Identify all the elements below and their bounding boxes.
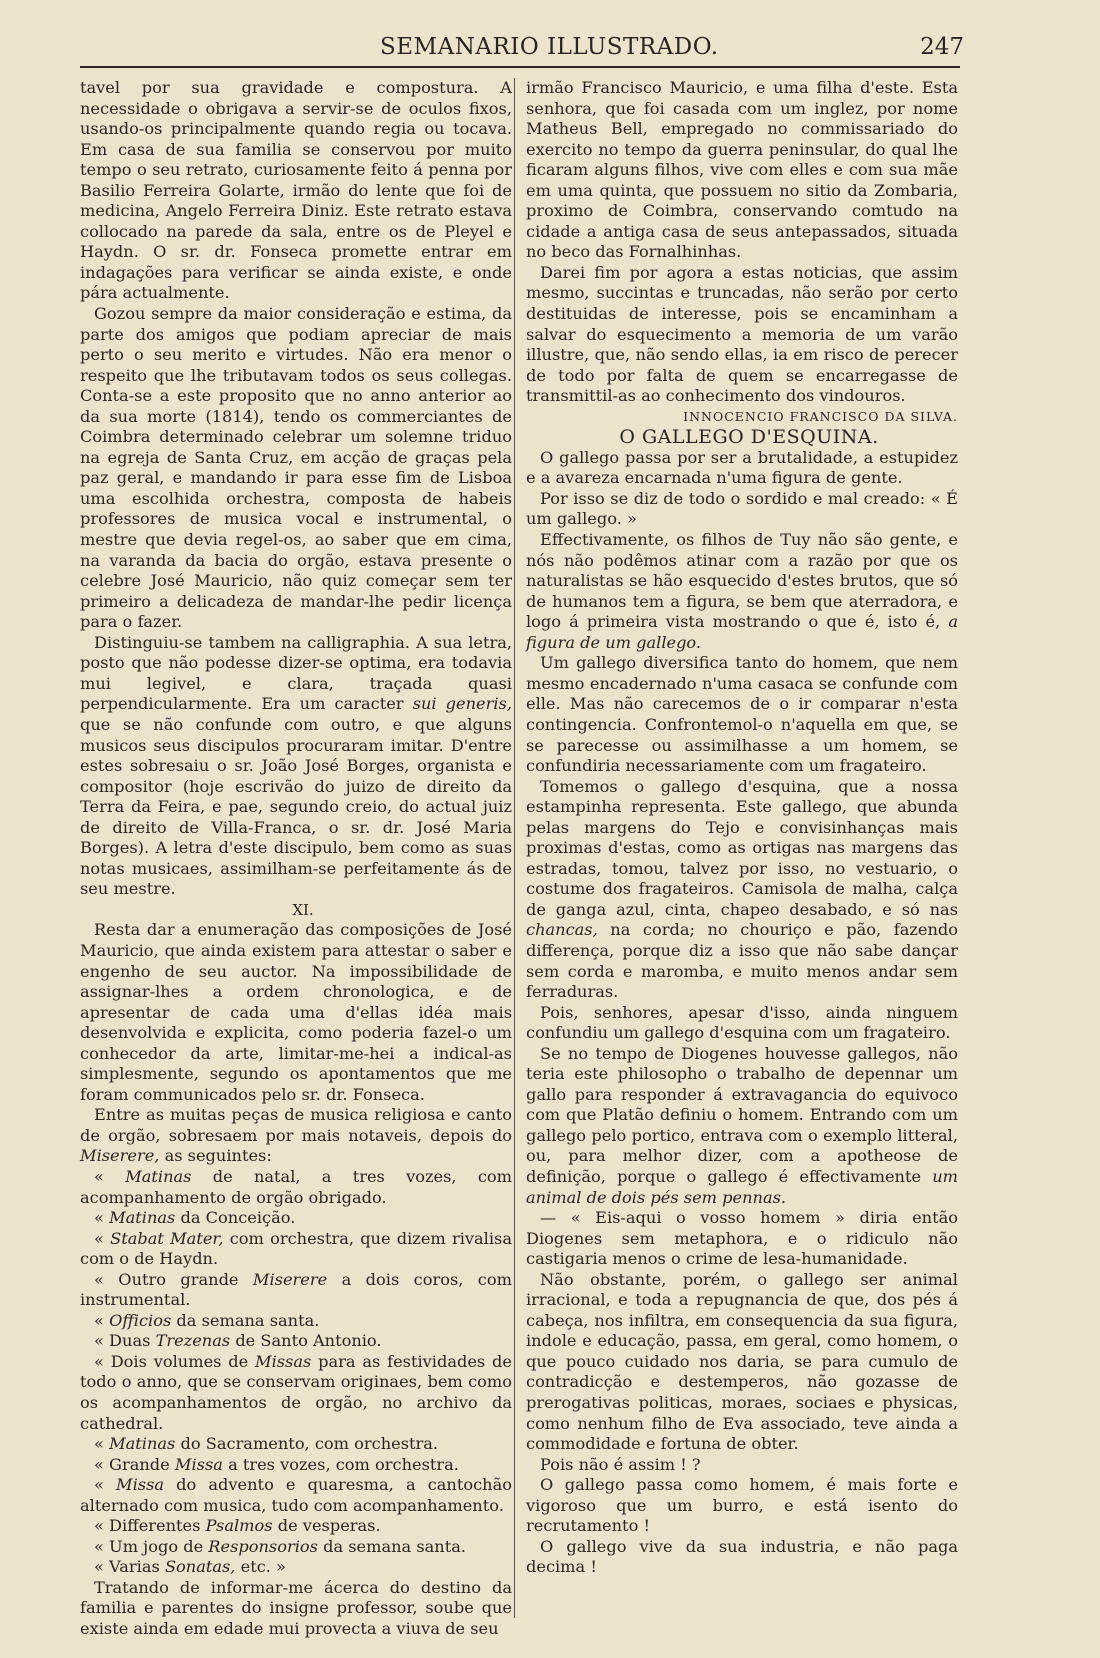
italic-text: Missa	[116, 1475, 165, 1495]
italic-text: Sonatas,	[164, 1557, 236, 1577]
text-run: da semana santa.	[171, 1310, 320, 1330]
italic-text: Trezenas	[155, 1331, 231, 1351]
italic-text: Missas	[255, 1351, 312, 1371]
paragraph: Não obstante, porém, o gallego ser animal irracional, e toda a repugnancia de que, dos pés á cabeça, nos infiltra, em consequencia da sua figura, indole e educação, passa, em geral, como homem, o que pouco cuidado nos daria, se para cumulo de contradicção e destemperos, não gozasse de prerogativas politicas, moraes, sociaes e physicas, como nenhum filho de Eva associado, teve ainda a commodidade e fortuna de obter.	[526, 1269, 958, 1454]
right-column	[526, 78, 958, 1578]
paragraph: Um gallego diversifica tanto do homem, que nem mesmo encadernado n'uma casaca se confunde com elle. Mas não carecemos de o ir comparar n'esta contingencia. Confrontemol-o n'aquella em que, se se parecesse ou assimilhasse a um homem, se confundiria necessariamente com um fragateiro.	[526, 653, 958, 776]
list-item	[80, 1557, 512, 1578]
paragraph: Gozou sempre da maior consideração e estima, da parte dos amigos que podiam apreciar de mais perto o seu merito e virtudes. Não era menor o respeito que lhe tributavam todos os seus collegas. Conta-se a este proposito que no anno anterior ao da sua morte (1814), tendo os commerciantes de Coimbra determinado celebrar um solemne triduo na egreja de Santa Cruz, em acção de graças pela paz geral, e mandando ir para esse fim de Lisboa uma escolhida orchestra, composta de habeis professores de musica vocal e instrumental, o mestre que devia regel-os, ao saber que em cima, na varanda da bacia do orgão, estava presente o celebre José Mauricio, não quiz começar sem ter primeiro a delicadeza de mandar-lhe pedir licença para o fazer.	[80, 304, 512, 632]
italic-text: Missa	[174, 1454, 223, 1474]
text-run: «	[94, 1475, 117, 1495]
text-run: de vesperas.	[272, 1516, 381, 1536]
paragraph: Darei fim por agora a estas noticias, que assim mesmo, succintas e truncadas, não serão por certo destituidas de interesse, pois se encaminham a salvar do esquecimento a memoria de um varão illustre, que, não sendo ellas, ia em risco de perecer de todo por falta de quem se encarregasse de transmittil-as ao conhecimento dos vindouros.	[526, 262, 958, 406]
text-run: com orchestra, que dizem rivalisa com o de Haydn.	[80, 1228, 512, 1269]
text-run: « Um jogo de	[94, 1536, 209, 1556]
text-run: « Outro grande	[94, 1269, 253, 1289]
paragraph: Resta dar a enumeração das composições de José Mauricio, que ainda existem para attestar o saber e engenho de seu auctor. Na impossibilidade de assignar-lhes a ordem chronologica, e de apresentar de cada uma d'ellas idéa mais desenvolvida e explicita, como poderia fazel-o um conhecedor da arte, limitar-me-hei a indical-as simplesmente, segundo os apontamentos que me foram communicados pelo sr. dr. Fonseca.	[80, 920, 512, 1104]
paragraph: Por isso se diz de todo o sordido e mal creado: « É um gallego. »	[526, 488, 958, 529]
text-run: «	[94, 1166, 126, 1186]
list-item	[80, 1311, 512, 1332]
text-run: Distinguiu-se tambem na calligraphia. A sua letra, posto que não podesse dizer-se optima, era todavia mui legivel, e clara, traçada quasi perpendicularmente. Era um caracter	[80, 632, 512, 714]
list-item	[80, 1167, 512, 1208]
works-list	[80, 1167, 512, 1578]
text-run: a dois coros, com instrumental.	[80, 1269, 512, 1310]
italic-text: Matinas	[109, 1208, 176, 1228]
text-run: etc. »	[235, 1557, 286, 1577]
text-run: Effectivamente, os filhos de Tuy não são gente, e nós não podêmos atinar com a razão por que os naturalistas se hão esquecido d'estes brutos, que só de humanos tem a figura, se bem que aterradora, e logo á primeira vista mostrando o que é, isto é,	[526, 530, 958, 632]
italic-text: chancas,	[526, 920, 598, 940]
text-run: Entre as muitas peças de musica religiosa e canto de orgão, sobresaem por mais notaveis, depois do	[80, 1105, 512, 1145]
italic-text: Matinas	[125, 1166, 192, 1186]
text-run: do Sacramento, com orchestra.	[175, 1434, 439, 1454]
italic-text: Officios	[109, 1310, 172, 1330]
text-run: do advento e quaresma, a cantochão alternado com musica, tudo com acompanhamento.	[80, 1475, 512, 1515]
text-run: da semana santa.	[317, 1536, 467, 1556]
paragraph	[526, 530, 958, 653]
text-run: «	[94, 1208, 110, 1228]
text-run: de Santo Antonio.	[230, 1331, 382, 1351]
list-item	[80, 1352, 512, 1434]
running-title: SEMANARIO ILLUSTRADO.	[380, 34, 719, 60]
paragraph: Pois não é assim ! ?	[540, 1454, 701, 1474]
text-run: «	[94, 1228, 111, 1248]
paragraph	[80, 633, 512, 900]
list-item	[80, 1434, 512, 1455]
left-column	[80, 78, 512, 1640]
text-run: « Differentes	[94, 1516, 206, 1536]
paragraph: O gallego passa por ser a brutalidade, a estupidez e a avareza encarnada n'uma figura de gente.	[526, 447, 958, 488]
text-run: « Varias	[94, 1557, 165, 1577]
paragraph: tavel por sua gravidade e compostura. A necessidade o obrigava a servir-se de oculos fixos, usando-os principalmente quando regia ou tocava. Em casa de sua familia se conservou por muito tempo o seu retrato, curiosamente feito á penna por Basilio Ferreira Golarte, irmão do lente que foi de medicina, Angelo Ferreira Diniz. Este retrato estava collocado na parede da sala, entre os de Pleyel e Haydn. O sr. dr. Fonseca promette entrar em indagações para verificar se ainda existe, e onde pára actualmente.	[80, 78, 512, 303]
paragraph	[526, 1044, 958, 1208]
list-item	[80, 1331, 512, 1352]
article-title: O GALLEGO D'ESQUINA.	[619, 426, 879, 449]
text-run: « Duas	[94, 1331, 156, 1351]
text-run: «	[94, 1434, 110, 1454]
page-number: 247	[920, 34, 964, 60]
list-item	[80, 1537, 512, 1558]
paragraph	[80, 1105, 512, 1167]
section-number: XI.	[292, 900, 314, 919]
author-signature: INNOCENCIO FRANCISCO DA SILVA.	[683, 408, 958, 424]
text-run: que se não confunde com outro, e que alguns musicos seus discipulos procuraram imitar. D'entre estes sobresaiu o sr. João José Borges, organista e compositor (hoje escrivão do juizo de direito da Terra da Feira, e pae, segundo creio, do actual juiz de direito de Villa-Franca, o sr. dr. José Maria Borges). A letra d'este discipulo, bem como as suas notas musicaes, assimilham-se perfeitamente ás de seu mestre.	[80, 714, 512, 899]
text-run: Tomemos o gallego d'esquina, que a nossa estampinha representa. Este gallego, que abunda pelas margens do Tejo e convisinhanças mais proximas d'estas, como as ortigas nas margens das estradas, tomou, talvez por isso, no vestuario, o costume dos fragateiros. Camisola de malha, calça de ganga azul, cinta, chapeo desabado, e só nas	[526, 776, 958, 919]
list-item	[80, 1516, 512, 1537]
list-item	[80, 1229, 512, 1270]
list-item	[80, 1455, 512, 1476]
italic-text: Miserere,	[80, 1146, 160, 1166]
header-rule	[80, 66, 960, 68]
paragraph: Tratando de informar-me ácerca do destino da familia e parentes do insigne professor, soube que existe ainda em edade mui provecta a viuva de seu	[80, 1577, 512, 1639]
text-run: de natal, a tres vozes, com acompanhamento de orgão obrigado.	[80, 1166, 512, 1207]
italic-text: Responsorios	[208, 1536, 318, 1556]
paragraph: — « Eis-aqui o vosso homem » diria então Diogenes sem metaphora, e o ridiculo não castigaria menos o crime de lesa-humanidade.	[526, 1208, 958, 1269]
italic-text: a figura de um gallego.	[526, 612, 958, 652]
italic-text: Matinas	[109, 1434, 176, 1454]
paragraph: Pois, senhores, apesar d'isso, ainda ninguem confundiu um gallego d'esquina com um fragateiro.	[526, 1002, 958, 1043]
italic-text: Stabat Mater,	[110, 1228, 224, 1248]
text-run: na corda; no chouriço e pão, fazendo differença, porque diz a isso que não sabe dançar sem corda e maromba, e muito menos andar sem ferraduras.	[526, 920, 958, 1002]
text-run: para as festividades de todo o anno, que se conservam originaes, bem como os acompanhamentos de orgão, no archivo da cathedral.	[80, 1351, 512, 1433]
paragraph: O gallego vive da sua industria, e não paga decima !	[526, 1536, 958, 1577]
text-run: da Conceição.	[175, 1208, 296, 1228]
italic-text: um animal de dois pés sem pennas.	[526, 1166, 958, 1207]
column-divider	[514, 78, 515, 1618]
italic-text: sui generis,	[412, 694, 512, 714]
paragraph: O gallego passa como homem, é mais forte e vigoroso que um burro, e está isento do recrutamento !	[526, 1475, 958, 1536]
italic-text: Miserere	[252, 1269, 328, 1289]
text-run: « Grande	[94, 1454, 175, 1474]
paragraph: irmão Francisco Mauricio, e uma filha d'este. Esta senhora, que foi casada com um inglez, por nome Matheus Bell, empregado no commissariado do exercito no tempo da guerra peninsular, do qual lhe ficaram alguns filhos, vive com elles e com sua mãe em uma quinta, que possuem no sitio da Zombaria, proximo de Coimbra, conservando comtudo na cidade a antiga casa de seus antepassados, situada no beco das Fornalhinhas.	[526, 78, 958, 262]
list-item	[80, 1270, 512, 1311]
text-run: a tres vozes, com orchestra.	[222, 1454, 459, 1474]
list-item	[80, 1475, 512, 1516]
paragraph	[526, 777, 958, 1003]
text-run: « Dois volumes de	[94, 1351, 255, 1371]
text-run: «	[94, 1310, 110, 1330]
text-run: as seguintes:	[159, 1146, 272, 1166]
italic-text: Psalmos	[205, 1516, 273, 1536]
text-run: Se no tempo de Diogenes houvesse gallegos, não teria este philosopho o trabalho de depennar um gallo para responder á extravagancia do equivoco com que Platão definiu o homem. Entrando com um gallego pelo portico, entrava com o exemplo litteral, ou, para melhor dizer, com a apotheose de definição, porque o gallego é effectivamente	[526, 1043, 958, 1186]
list-item	[80, 1208, 512, 1229]
